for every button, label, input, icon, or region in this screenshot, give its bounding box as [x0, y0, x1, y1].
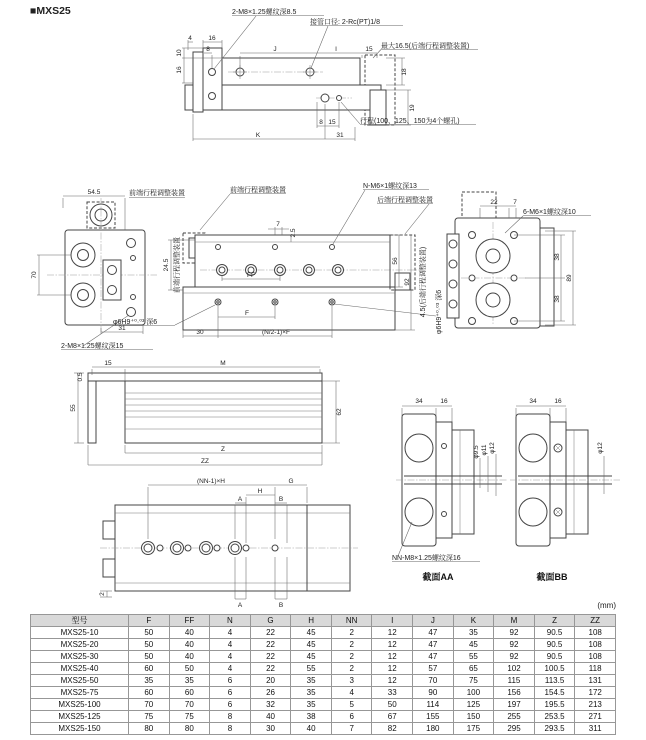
svg-text:30: 30: [196, 329, 204, 336]
table-row: [31, 663, 616, 675]
column-header: I: [372, 615, 413, 627]
value-cell: 60: [169, 687, 210, 699]
svg-text:10: 10: [176, 49, 183, 57]
max-stroke-note: 最大16.5(后端行程调整装置): [381, 43, 470, 50]
side-rear-vertical-note: 4.5(后端行程调整装置): [420, 246, 427, 318]
value-cell: 293.5: [534, 723, 575, 735]
value-cell: 50: [129, 627, 170, 639]
svg-text:15: 15: [328, 119, 336, 126]
dimension-table: [30, 614, 616, 735]
svg-text:89: 89: [566, 274, 573, 282]
value-cell: 40: [250, 711, 291, 723]
svg-text:7: 7: [513, 199, 517, 206]
value-cell: 150: [453, 711, 494, 723]
page-title: ■MXS25: [30, 5, 71, 17]
model-cell: MXS25-20: [31, 639, 129, 651]
table-row: [31, 711, 616, 723]
svg-text:A: A: [237, 496, 243, 503]
value-cell: 75: [169, 711, 210, 723]
model-cell: MXS25-30: [31, 651, 129, 663]
value-cell: 22: [250, 663, 291, 675]
svg-text:H: H: [257, 488, 263, 495]
value-cell: 271: [575, 711, 616, 723]
value-cell: 92: [494, 627, 535, 639]
model-cell: MXS25-125: [31, 711, 129, 723]
value-cell: 35: [169, 675, 210, 687]
value-cell: 6: [210, 699, 251, 711]
value-cell: 45: [291, 627, 332, 639]
side-view: [113, 181, 443, 338]
svg-text:16: 16: [208, 35, 216, 42]
value-cell: 6: [210, 687, 251, 699]
value-cell: 295: [494, 723, 535, 735]
svg-text:FF: FF: [247, 272, 255, 279]
model-cell: MXS25-10: [31, 627, 129, 639]
svg-text:16: 16: [176, 66, 183, 74]
value-cell: 92: [494, 639, 535, 651]
value-cell: 2: [331, 663, 372, 675]
value-cell: 30: [250, 723, 291, 735]
svg-text:8: 8: [206, 46, 210, 53]
value-cell: 70: [129, 699, 170, 711]
column-header: ZZ: [575, 615, 616, 627]
value-cell: 131: [575, 675, 616, 687]
svg-text:62: 62: [336, 408, 343, 416]
value-cell: 38: [291, 711, 332, 723]
column-header: M: [494, 615, 535, 627]
rear-end-view: [447, 192, 591, 328]
value-cell: 57: [413, 663, 454, 675]
svg-text:34: 34: [529, 398, 537, 405]
value-cell: 60: [129, 663, 170, 675]
svg-text:A: A: [237, 602, 243, 609]
column-header: H: [291, 615, 332, 627]
unit-label: (mm): [597, 601, 616, 610]
value-cell: 20: [250, 675, 291, 687]
top-view-outline: [185, 48, 395, 125]
plan-view-outline: [88, 373, 322, 443]
column-header: J: [413, 615, 454, 627]
value-cell: 47: [413, 651, 454, 663]
value-cell: 80: [129, 723, 170, 735]
side-rear-adjuster-note: 后端行程调整装置: [377, 197, 433, 204]
value-cell: 100: [453, 687, 494, 699]
svg-text:K: K: [255, 132, 261, 139]
value-cell: 311: [575, 723, 616, 735]
column-header: K: [453, 615, 494, 627]
svg-text:19: 19: [409, 104, 416, 112]
value-cell: 12: [372, 639, 413, 651]
front-thread-note: 2-M8×1.25螺纹深15: [61, 343, 124, 350]
value-cell: 2: [331, 627, 372, 639]
svg-text:16: 16: [440, 398, 448, 405]
svg-text:7: 7: [276, 221, 280, 228]
value-cell: 108: [575, 651, 616, 663]
value-cell: 102: [494, 663, 535, 675]
svg-text:B: B: [278, 496, 284, 503]
section-aa-thread-note: NN-M8×1.25螺纹深16: [392, 555, 461, 562]
value-cell: 5: [331, 699, 372, 711]
sections-drawing: [388, 386, 646, 586]
stroke-holes-note: 行程(100、125、150为4个螺孔): [360, 118, 460, 125]
value-cell: 125: [453, 699, 494, 711]
value-cell: 90: [413, 687, 454, 699]
model-cell: MXS25-75: [31, 687, 129, 699]
svg-text:2.5: 2.5: [290, 228, 297, 238]
value-cell: 35: [291, 675, 332, 687]
middle-views-drawing: [25, 178, 646, 353]
svg-text:I: I: [335, 46, 337, 53]
value-cell: 22: [250, 627, 291, 639]
value-cell: 80: [169, 723, 210, 735]
value-cell: 82: [372, 723, 413, 735]
svg-text:22: 22: [490, 199, 498, 206]
value-cell: 50: [372, 699, 413, 711]
spec-table-head-row: [31, 615, 616, 627]
svg-text:G: G: [288, 478, 294, 485]
table-row: [31, 639, 616, 651]
section-aa: [392, 398, 508, 582]
value-cell: 12: [372, 663, 413, 675]
svg-text:B: B: [278, 602, 284, 609]
column-header: NN: [331, 615, 372, 627]
value-cell: 172: [575, 687, 616, 699]
side-front-adjuster-note: 前端行程调整装置: [230, 187, 286, 194]
svg-text:38: 38: [554, 253, 561, 261]
port-note: 接管口径: 2-Rc(PT)1/8: [310, 19, 381, 26]
svg-text:0.5: 0.5: [77, 372, 84, 382]
svg-text:F: F: [245, 310, 249, 317]
value-cell: 3: [331, 675, 372, 687]
svg-text:2: 2: [99, 592, 106, 596]
svg-text:34: 34: [415, 398, 423, 405]
value-cell: 175: [453, 723, 494, 735]
value-cell: 33: [372, 687, 413, 699]
value-cell: 255: [494, 711, 535, 723]
column-header: F: [129, 615, 170, 627]
value-cell: 32: [250, 699, 291, 711]
table-row: [31, 651, 616, 663]
value-cell: 8: [210, 711, 251, 723]
svg-text:(NN-1)×H: (NN-1)×H: [197, 478, 225, 485]
svg-text:8: 8: [319, 119, 323, 126]
value-cell: 45: [453, 639, 494, 651]
value-cell: 50: [129, 639, 170, 651]
svg-text:φ12: φ12: [489, 442, 496, 454]
side-hole-note: φ6H9⁺⁰·⁰³ 深6: [113, 319, 158, 326]
value-cell: 22: [250, 639, 291, 651]
side-thread-note: N-M6×1螺纹深13: [363, 183, 417, 190]
bottom-view-drawing: [100, 473, 362, 613]
value-cell: 35: [453, 627, 494, 639]
value-cell: 180: [413, 723, 454, 735]
value-cell: 50: [129, 651, 170, 663]
spec-table-body: [31, 627, 616, 735]
svg-text:15: 15: [365, 46, 373, 53]
svg-text:ZZ: ZZ: [201, 458, 209, 465]
column-header: 型号: [31, 615, 129, 627]
value-cell: 47: [413, 627, 454, 639]
table-row: [31, 627, 616, 639]
model-cell: MXS25-40: [31, 663, 129, 675]
svg-text:J: J: [273, 46, 277, 53]
value-cell: 4: [331, 687, 372, 699]
value-cell: 75: [129, 711, 170, 723]
value-cell: 47: [413, 639, 454, 651]
value-cell: 65: [453, 663, 494, 675]
value-cell: 40: [169, 639, 210, 651]
top-side-view-drawing: [178, 2, 646, 170]
svg-text:54.5: 54.5: [87, 189, 101, 196]
value-cell: 90.5: [534, 651, 575, 663]
column-header: G: [250, 615, 291, 627]
svg-text:Z: Z: [221, 446, 225, 453]
value-cell: 8: [210, 723, 251, 735]
svg-text:M: M: [220, 360, 226, 367]
svg-text:φ12: φ12: [597, 442, 604, 454]
value-cell: 4: [210, 663, 251, 675]
svg-text:56: 56: [392, 257, 399, 265]
value-cell: 40: [169, 651, 210, 663]
value-cell: 253.5: [534, 711, 575, 723]
value-cell: 90.5: [534, 627, 575, 639]
svg-text:70: 70: [31, 271, 38, 279]
thread-note: 2-M8×1.25螺纹深8.5: [232, 9, 297, 16]
column-header: FF: [169, 615, 210, 627]
table-row: [31, 675, 616, 687]
plan-view-drawing: [30, 353, 360, 475]
value-cell: 26: [250, 687, 291, 699]
value-cell: 35: [291, 699, 332, 711]
value-cell: 35: [129, 675, 170, 687]
value-cell: 4: [210, 627, 251, 639]
value-cell: 6: [210, 675, 251, 687]
value-cell: 35: [291, 687, 332, 699]
value-cell: 108: [575, 627, 616, 639]
column-header: N: [210, 615, 251, 627]
column-header: Z: [534, 615, 575, 627]
value-cell: 4: [210, 651, 251, 663]
value-cell: 67: [372, 711, 413, 723]
value-cell: 2: [331, 639, 372, 651]
spec-table-head: [31, 615, 616, 627]
svg-text:92: 92: [404, 278, 411, 286]
svg-text:24.5: 24.5: [163, 258, 170, 272]
svg-text:(N/2-1)×F: (N/2-1)×F: [262, 329, 290, 336]
svg-text:φ9.5: φ9.5: [473, 445, 480, 459]
section-bb: [510, 398, 620, 582]
side-hole-vertical-note: φ6H9⁺⁰·⁰³ 深6: [436, 289, 443, 335]
value-cell: 45: [291, 651, 332, 663]
value-cell: 60: [129, 687, 170, 699]
value-cell: 75: [453, 675, 494, 687]
value-cell: 195.5: [534, 699, 575, 711]
value-cell: 22: [250, 651, 291, 663]
value-cell: 2: [331, 651, 372, 663]
value-cell: 55: [291, 663, 332, 675]
value-cell: 40: [169, 627, 210, 639]
value-cell: 113.5: [534, 675, 575, 687]
value-cell: 118: [575, 663, 616, 675]
value-cell: 114: [413, 699, 454, 711]
value-cell: 40: [291, 723, 332, 735]
value-cell: 197: [494, 699, 535, 711]
table-row: [31, 723, 616, 735]
value-cell: 154.5: [534, 687, 575, 699]
value-cell: 155: [413, 711, 454, 723]
side-left-vertical-note: 前端行程调整装置: [174, 237, 181, 293]
model-cell: MXS25-50: [31, 675, 129, 687]
value-cell: 12: [372, 651, 413, 663]
table-row: [31, 699, 616, 711]
svg-text:16: 16: [554, 398, 562, 405]
value-cell: 6: [331, 711, 372, 723]
value-cell: 4: [210, 639, 251, 651]
value-cell: 12: [372, 627, 413, 639]
table-row: [31, 687, 616, 699]
value-cell: 50: [169, 663, 210, 675]
value-cell: 12: [372, 675, 413, 687]
value-cell: 55: [453, 651, 494, 663]
svg-text:φ11: φ11: [481, 444, 488, 456]
rear-thread-note: 6-M6×1螺纹深10: [523, 209, 576, 216]
value-cell: 90.5: [534, 639, 575, 651]
section-aa-label: 截面AA: [422, 572, 454, 582]
svg-text:15: 15: [104, 360, 112, 367]
value-cell: 70: [413, 675, 454, 687]
section-bb-label: 截面BB: [536, 572, 568, 582]
value-cell: 7: [331, 723, 372, 735]
value-cell: 156: [494, 687, 535, 699]
value-cell: 92: [494, 651, 535, 663]
svg-text:18: 18: [401, 68, 408, 76]
value-cell: 45: [291, 639, 332, 651]
svg-text:31: 31: [336, 132, 344, 139]
bottom-view-outline: [100, 505, 358, 591]
model-cell: MXS25-100: [31, 699, 129, 711]
value-cell: 213: [575, 699, 616, 711]
value-cell: 70: [169, 699, 210, 711]
svg-text:38: 38: [554, 295, 561, 303]
svg-text:4: 4: [188, 35, 192, 42]
svg-text:31: 31: [118, 325, 126, 332]
svg-text:55: 55: [70, 404, 77, 412]
front-adjuster-note: 前端行程调整装置: [129, 190, 185, 197]
value-cell: 100.5: [534, 663, 575, 675]
value-cell: 115: [494, 675, 535, 687]
model-cell: MXS25-150: [31, 723, 129, 735]
value-cell: 108: [575, 639, 616, 651]
